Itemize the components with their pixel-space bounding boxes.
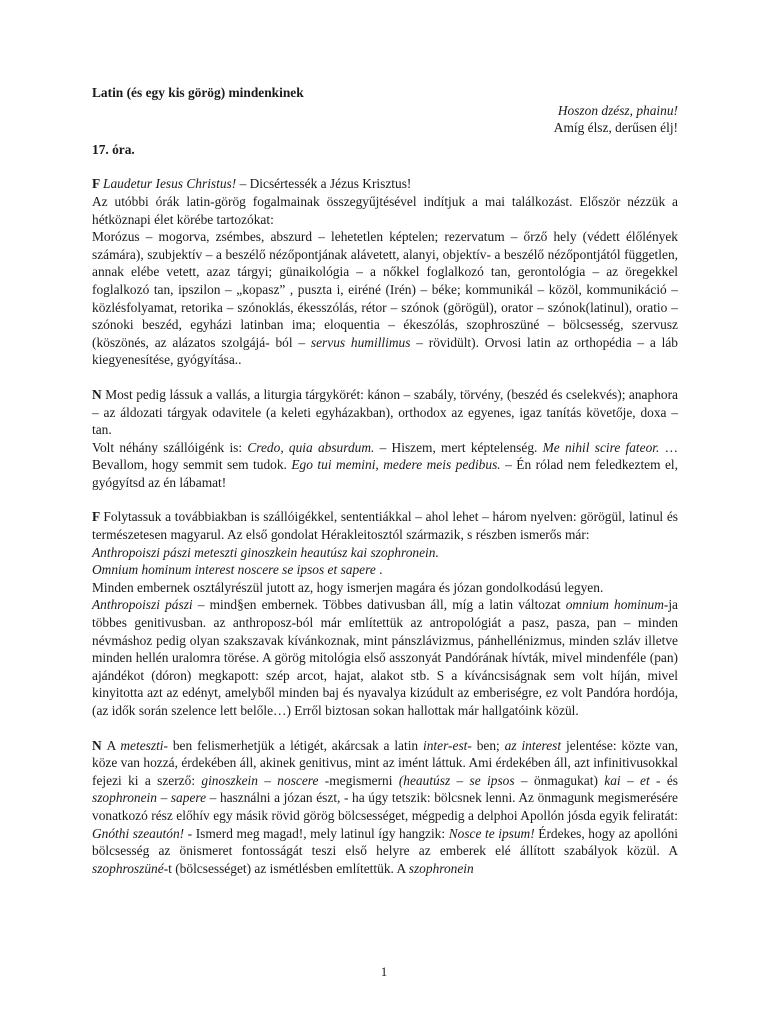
quote-text: servus humillimus	[310, 334, 411, 350]
body-text: -megismerni	[318, 772, 399, 788]
body-text: és	[660, 772, 678, 788]
paragraph-list	[92, 175, 678, 877]
body-text: – használni a józan észt, - ha úgy tetszik: bölcsnek lenni. Az önmagunk megismerésére vonatkozó rész előhív egy másik rövid görög bölcsességet, mégpedig a delphoi Apollón jósda egyik feliratát:	[92, 790, 678, 823]
body-text: ben felismerhetjük a létigét, akárcsak a latin	[167, 737, 424, 753]
body-text: Minden embernek osztályrészül jutott az, hogy ismerjen magára és józan gondolkodású legyen.	[92, 579, 604, 595]
quote-text: (heautúsz – se ipsos	[398, 772, 515, 788]
body-text: -ja többes genitivusban. az anthroposz-ból már említettük az antropológiát a pasz, pasza, pan – minden névmáshoz pedig olyan szakszavak kívánkoznak, mint pánszlávizmus, pánhellénizmus, minden szláv illetve minden hellén uralomra törése. A görög mitológia első asszonyát Pandórának hívták, mivel mindenféle (pan) ajándékot (dóron) megkapott: szép arcot, hajat, alakot stb. S a kíváncsiságnak sem volt híján, mivel kinyitotta azt az edényt, amelyből minden baj és nyavalya kizúdult az emberiségre, ez volt Pandóra hordója, (az idők során szelence lett belőle…) Erről biztosan sokan hallottak már hallgatóink közül.	[92, 597, 678, 718]
quote-text: meteszti-	[120, 737, 168, 753]
body-text: jelentése: közte van, köze van hozzá, érdekében áll, akinek genitivus, mint az imént láttuk. Ami érdekében áll, azt infinitivusokkal fejezi ki a szerző:	[92, 737, 678, 788]
body-text: – önmagukat)	[514, 772, 605, 788]
quote-text: szophronein – sapere	[92, 790, 207, 806]
quote-text: szophroszüné	[92, 860, 164, 876]
quote-text: Ego tui memini, medere meis pedibus.	[291, 457, 501, 473]
body-text: A	[106, 737, 121, 753]
body-text: Az utóbbi órák latin-görög fogalmainak összegyűjtésével indítjuk a mai találkozást. Először nézzük a hétköznapi élet körébe tartozókat:	[92, 193, 678, 227]
quote-text: Anthropoiszi pászi meteszti ginoszkein heautúsz kai szophronein.	[92, 544, 439, 560]
quote-text: Nosce te ipsum!	[448, 825, 535, 841]
quote-text: kai – et -	[604, 772, 661, 788]
speaker-marker: F	[92, 176, 104, 192]
quote-text: Anthropoiszi pászi	[92, 597, 193, 613]
body-text: ben;	[471, 737, 505, 753]
paragraph	[92, 386, 678, 492]
body-text: – rövidült). Orvosi latin az orthopédia – a láb kiegyenesítése, gyógyítása..	[92, 334, 678, 368]
motto-line-2: Amíg élsz, derűsen élj!	[553, 120, 678, 136]
body-text: -t (bölcsességet) az ismétlésben említettük. A	[163, 860, 409, 876]
quote-text: Credo, quia absurdum.	[247, 439, 375, 455]
body-text: Morózus – mogorva, zsémbes, abszurd – lehetetlen képtelen; rezervatum – őrző hely (védett élőlények számára), szubjektív – a beszélő nézőpontjának alávetett, alanyi, objektív- a beszélő nézőpontjától független, annak elébe vetett, azaz tárgyi; günaikológia – a nőkkel foglalkozó tan, gerontológia – az öregekkel foglalkozó tan, ipszilon – „kopasz” , puszta i, eiréné (Irén) – béke; kommunikál – közöl, kommunikáció – közlésfolyamat, retorika – szónoklás, ékesszólás, rétor – szónok (görögül), orator – szónok(latinul), oratio – szónoki beszéd, egyházi latinban ima; eloquentia – ékeszólás, szophroszüné – bölcsesség, szervusz (köszönés, az alázatos szolgájá- ból –	[92, 229, 678, 350]
motto-greek: Hoszon dzész, phainu!	[557, 102, 678, 118]
speaker-marker: N	[92, 386, 106, 402]
body-text: – mind§en embernek. Többes dativusban áll, míg a latin változat	[192, 597, 566, 613]
motto-line-1	[92, 102, 678, 120]
quote-text: Laudetur Iesus Christus!	[103, 176, 237, 192]
speaker-marker: F	[92, 509, 104, 525]
body-text: … Bevallom, hogy semmit sem tudok.	[92, 439, 678, 473]
body-text: – Én rólad nem feledkeztem el, gyógyítsd az én lábamat!	[92, 457, 679, 490]
quote-text: Me nihil scire fateor.	[542, 439, 660, 455]
document-title: Latin (és egy kis görög) mindenkinek	[92, 85, 304, 100]
body-text: Volt néhány szállóigénk is:	[92, 439, 248, 455]
quote-text: szophronein	[408, 860, 474, 876]
quote-text: Omnium hominum interest noscere se ipsos et sapere	[92, 562, 376, 578]
quote-text: omnium hominum	[565, 597, 664, 613]
quote-text: ginoszkein – noscere	[201, 772, 319, 788]
body-text: – Hiszem, mert képtelenség.	[374, 439, 543, 455]
body-text: Érdekes, hogy az apollóni bölcsesség az önismeret fontosságát teszi első helyre az emberek elé állított szabályok közül. A	[92, 825, 679, 859]
quote-text: Gnóthi szeautón!	[92, 825, 185, 841]
body-text: .	[375, 562, 383, 578]
paragraph	[92, 175, 678, 369]
paragraph	[92, 508, 678, 719]
speaker-marker: N	[92, 737, 107, 753]
quote-text: az interest	[504, 737, 562, 753]
body-text: Folytassuk a továbbiakban is szállóigékkel, sententiákkal – ahol lehet – három nyelven: görögül, latinul és természetesen magyarul. Az első gondolat Hérakleitosztól származik, s részben ismerős már:	[92, 509, 679, 543]
body-text: Most pedig lássuk a vallás, a liturgia tárgykörét: kánon – szabály, törvény, (beszéd és cselekvés); anaphora – az áldozati tárgyak odavitele (a keleti egyházakban), orthodox az egyenes, igaz tanítás követője, doxa – tan.	[92, 386, 678, 438]
paragraph	[92, 737, 678, 878]
document-body	[92, 84, 678, 894]
quote-text: inter-est-	[423, 737, 472, 753]
page-number: 1	[380, 964, 388, 979]
body-text: – Dicsértessék a Jézus Krisztus!	[236, 176, 412, 192]
body-text: - Ismerd meg magad!, mely latinul így hangzik:	[184, 825, 449, 841]
lesson-heading: 17. óra.	[92, 141, 135, 157]
